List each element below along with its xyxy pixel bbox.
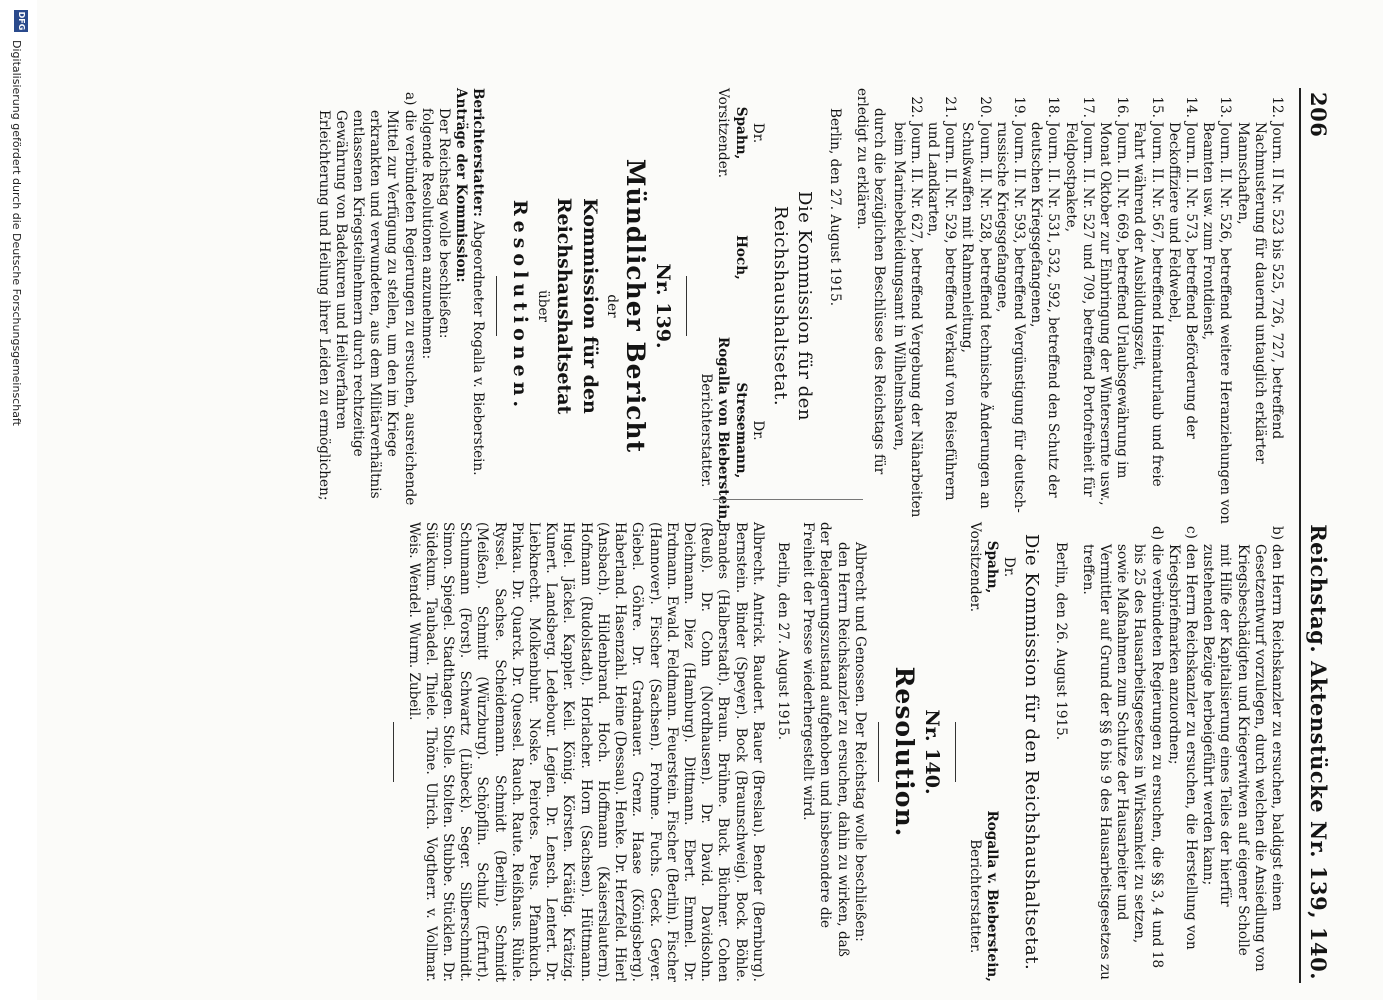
signatories: Albrecht. Antrick. Baudert. Bauer (Breslau). Bender (Bernburg). Bernstein. Binder (Speyer). Bock (Braunschweig). Bock. Böhle. Brandes (Halberstadt). Braun. Brühne. Buck. Büchner. Cohen (Reuß). Dr. Cohn (Nordhausen). Dr. David. Davidsohn. Deichmann. Diez (Hamburg). Dittmann. Ebert. Emmel. Dr. Erdmann. Ewald. Feldmann. Feuerstein. Fischer (Berlin). Fischer (Hannover). Fischer (Sachsen). Frohme. Fuchs. Geck. Geyer. Giebel. Göhre. Dr. Gradnauer. Grenz. Haase (Königsberg). Haberland. Hasenzahl. Heine (Dessau). Henke. Dr. Herzfeld. Hierl (Ansbach). Hildenbrand. Hoch. Hoffmann (Kaiserslautern). Hofmann (Rudolstadt). Horlacher. Horn (Sachsen). Hüttmann. Hugel. Jäckel. Kappler. Keil. König. Körsten. Kräätig. Krätzig. Kunert. Landsberg. Ledebour. Legien. Dr. Lensch. Lentert. Dr. Liebknecht. Molkenbuhr. Noske. Peirotes. Peus. Pfannkuch. Pinkau. Dr. Quarck. Dr. Quessel. Rauch. Raute. Reißhaus. Rühle. Ryssel. Sachse. Scheidemann. Schmidt (Berlin). Schmidt (Meißen). Schmitt (Würzburg). Schöpflin. Schulz (Erfurt). Schumann (Forst). Schwartz (Lübeck). Seger. Silberschmidt. Simon. Spiegel. Stadthagen. Stolle. Stolten. Stubbe. Stücklen. Dr. Südekum. Taubadel. Thiele. Thöne. Ulrich. Vogtherr. v. Vollmar. Weis. Wendel. Wurm. Zubeil. xyxy=(405,522,766,982)
document-commission: Kommission für den Reichshaushaltsetat xyxy=(552,197,601,415)
digitization-note: Digitalisierung gefördert durch die Deutsche Forschungsgemeinschaft xyxy=(10,40,23,426)
list-item: 20. Journ. II. Nr. 528, betreffend technische Änderungen an Schußwaffen mit Rahmenleitung, xyxy=(959,96,993,509)
list-item: 16. Journ. II. Nr. 669, betreffend Urlaubsgewährung im Monat Oktober zur Einbringung der Wintersernte usw., xyxy=(1096,96,1131,506)
running-title: Reichstag. Aktenstücke Nr. 139, 140. xyxy=(1306,524,1331,980)
document-subject: Resolutionen. xyxy=(509,199,532,413)
signature-reporters: Dr. Stresemann, Rogalla von Bieberstein, Berichterstatter. xyxy=(698,336,766,524)
signature-chair: Dr. Spahn, Vorsitzender. xyxy=(966,522,1018,613)
document-number: Nr. 140. xyxy=(920,709,943,795)
separator-rule xyxy=(497,276,498,336)
document-title: Resolution. xyxy=(889,666,919,838)
resolution-a: a) die verbündeten Regierungen zu ersuchen, ausreichende Mittel zur Verfügung zu stellen, um den im Kriege erkrankten und verwundeten, aus dem Militärverhältnis entlassenen Kriegsteilnehmern durch rechtzeitige Gewährung von Badekuren und Heilverfahren Erleichterung und Heilung ihrer Leiden zu ermöglichen; xyxy=(315,92,418,506)
signature-block xyxy=(966,522,1018,982)
column-divider xyxy=(713,499,863,500)
document-title: Mündlicher Bericht xyxy=(620,158,650,454)
list-item: 14. Journ. II. Nr. 573, betreffend Beförderung der Deckoffiziere und Feldwebel, xyxy=(1165,96,1199,439)
separator-rule xyxy=(878,722,879,782)
date-line: Berlin, den 26. August 1915. xyxy=(1052,542,1069,741)
document-of: der xyxy=(603,294,620,318)
motion-body: den Herrn Reichskanzler zu ersuchen, dahin zu wirken, daß der Belagerungszustand aufgehoben und insbesondere die Freiheit der Presse wiederhergestellt wird. xyxy=(800,522,851,957)
signature-block xyxy=(697,88,766,524)
list-item: 12. Journ. II Nr. 523 bis 525, 726, 727, betreffend Nachmusterung für dauernd untauglich erklärter Mannschaften, xyxy=(1234,96,1285,464)
motion-text: Albrecht und Genossen. Der Reichstag wolle beschließen: xyxy=(851,542,868,942)
date-line: Berlin, den 27. August 1915. xyxy=(826,108,843,307)
page-number: 206 xyxy=(1306,92,1331,138)
list-item: 18. Journ. II. Nr. 531, 532, 592, betreffend den Schutz der deutschen Kriegsgefangenen, xyxy=(1028,96,1062,498)
separator-rule xyxy=(686,276,687,336)
list-item: 17. Journ. II. Nr. 527 und 709, betreffend Portofreiheit für Feldpostpakete, xyxy=(1062,96,1096,497)
separator-rule xyxy=(955,722,956,782)
signature-chair: Dr. Spahn, Vorsitzender. xyxy=(715,88,766,179)
list-item: 21. Journ. II. Nr. 529, betreffend Verkauf von Reiseführern und Landkarten, xyxy=(924,96,959,501)
resolution-d: d) die verbündeten Regierungen zu ersuchen, die §§ 3, 4 und 18 bis 25 des Hausarbeitsgesetzes in Wirksamkeit zu setzen, sowie Maßnahmen zum Schutze der Hausarbeiter und Vermittler auf Grund der §§ 6 bis 9 des Hausarbeitsgesetzes zu treffen. xyxy=(1079,526,1165,980)
reporter-line: Berichterstatter: Abgeordneter Rogalla v. Bieberstein. xyxy=(470,88,487,476)
list-item: 13. Journ. II. Nr. 526, betreffend weitere Heranziehungen von Beamten usw. zum Frontdienst, xyxy=(1200,96,1234,524)
left-column xyxy=(314,88,1285,524)
right-column xyxy=(383,522,1285,982)
signature-member: Hoch, xyxy=(732,235,749,280)
motion-text: folgende Resolutionen anzunehmen: xyxy=(418,108,435,360)
commission-heading: Die Kommission für den Reichshaushaltsetat. xyxy=(1021,533,1043,971)
resolution-c: c) den Herrn Reichskanzler zu ersuchen, die Herstellung von Kriegsbriefmarken anzuordnen; xyxy=(1165,526,1199,950)
dfg-logo: DFG xyxy=(14,10,28,32)
separator-rule xyxy=(393,722,394,782)
signature-reporter: Rogalla v. Bieberstein, Berichterstatter. xyxy=(967,810,1001,982)
list-item: 22. Journ. II. Nr. 627, betreffend Vergebung der Näharbeiten beim Marinebekleidungsamt in Wilhelmshaven, xyxy=(890,96,924,518)
date-line: Berlin, den 27. August 1915. xyxy=(774,542,791,741)
closing-text: durch die bezüglichen Beschlüsse des Reichstags für erledigt zu erklären. xyxy=(854,88,888,475)
list-item: 19. Journ. II. Nr. 593, betreffend Vergünstigung für deutsch-russische Kriegsgefangene, xyxy=(993,96,1027,513)
motion-intro: Der Reichstag wolle beschließen: xyxy=(436,108,453,339)
document-about: über xyxy=(534,290,551,322)
motion-label: Anträge der Kommission: xyxy=(453,88,470,283)
list-item: 15. Journ. II. Nr. 567, betreffend Heimaturlaub und freie Fahrt während der Ausbildungszeit, xyxy=(1131,96,1165,487)
resolution-b: b) den Herrn Reichskanzler zu ersuchen, baldigst einen Gesetzentwurf vorzulegen, durch welchen die Ansiedlung von Kriegsbeschädigten und Kriegerwitwen auf eigener Scholle mit Hilfe der Kapitalisierung eines Teiles der hierfür zustehenden Bezüge herbeigeführt werden kann; xyxy=(1200,526,1285,972)
commission-heading: Die Kommission für den Reichshaushaltsetat. xyxy=(769,191,815,421)
document-number: Nr. 139. xyxy=(651,263,674,349)
header-rule xyxy=(1299,88,1301,983)
